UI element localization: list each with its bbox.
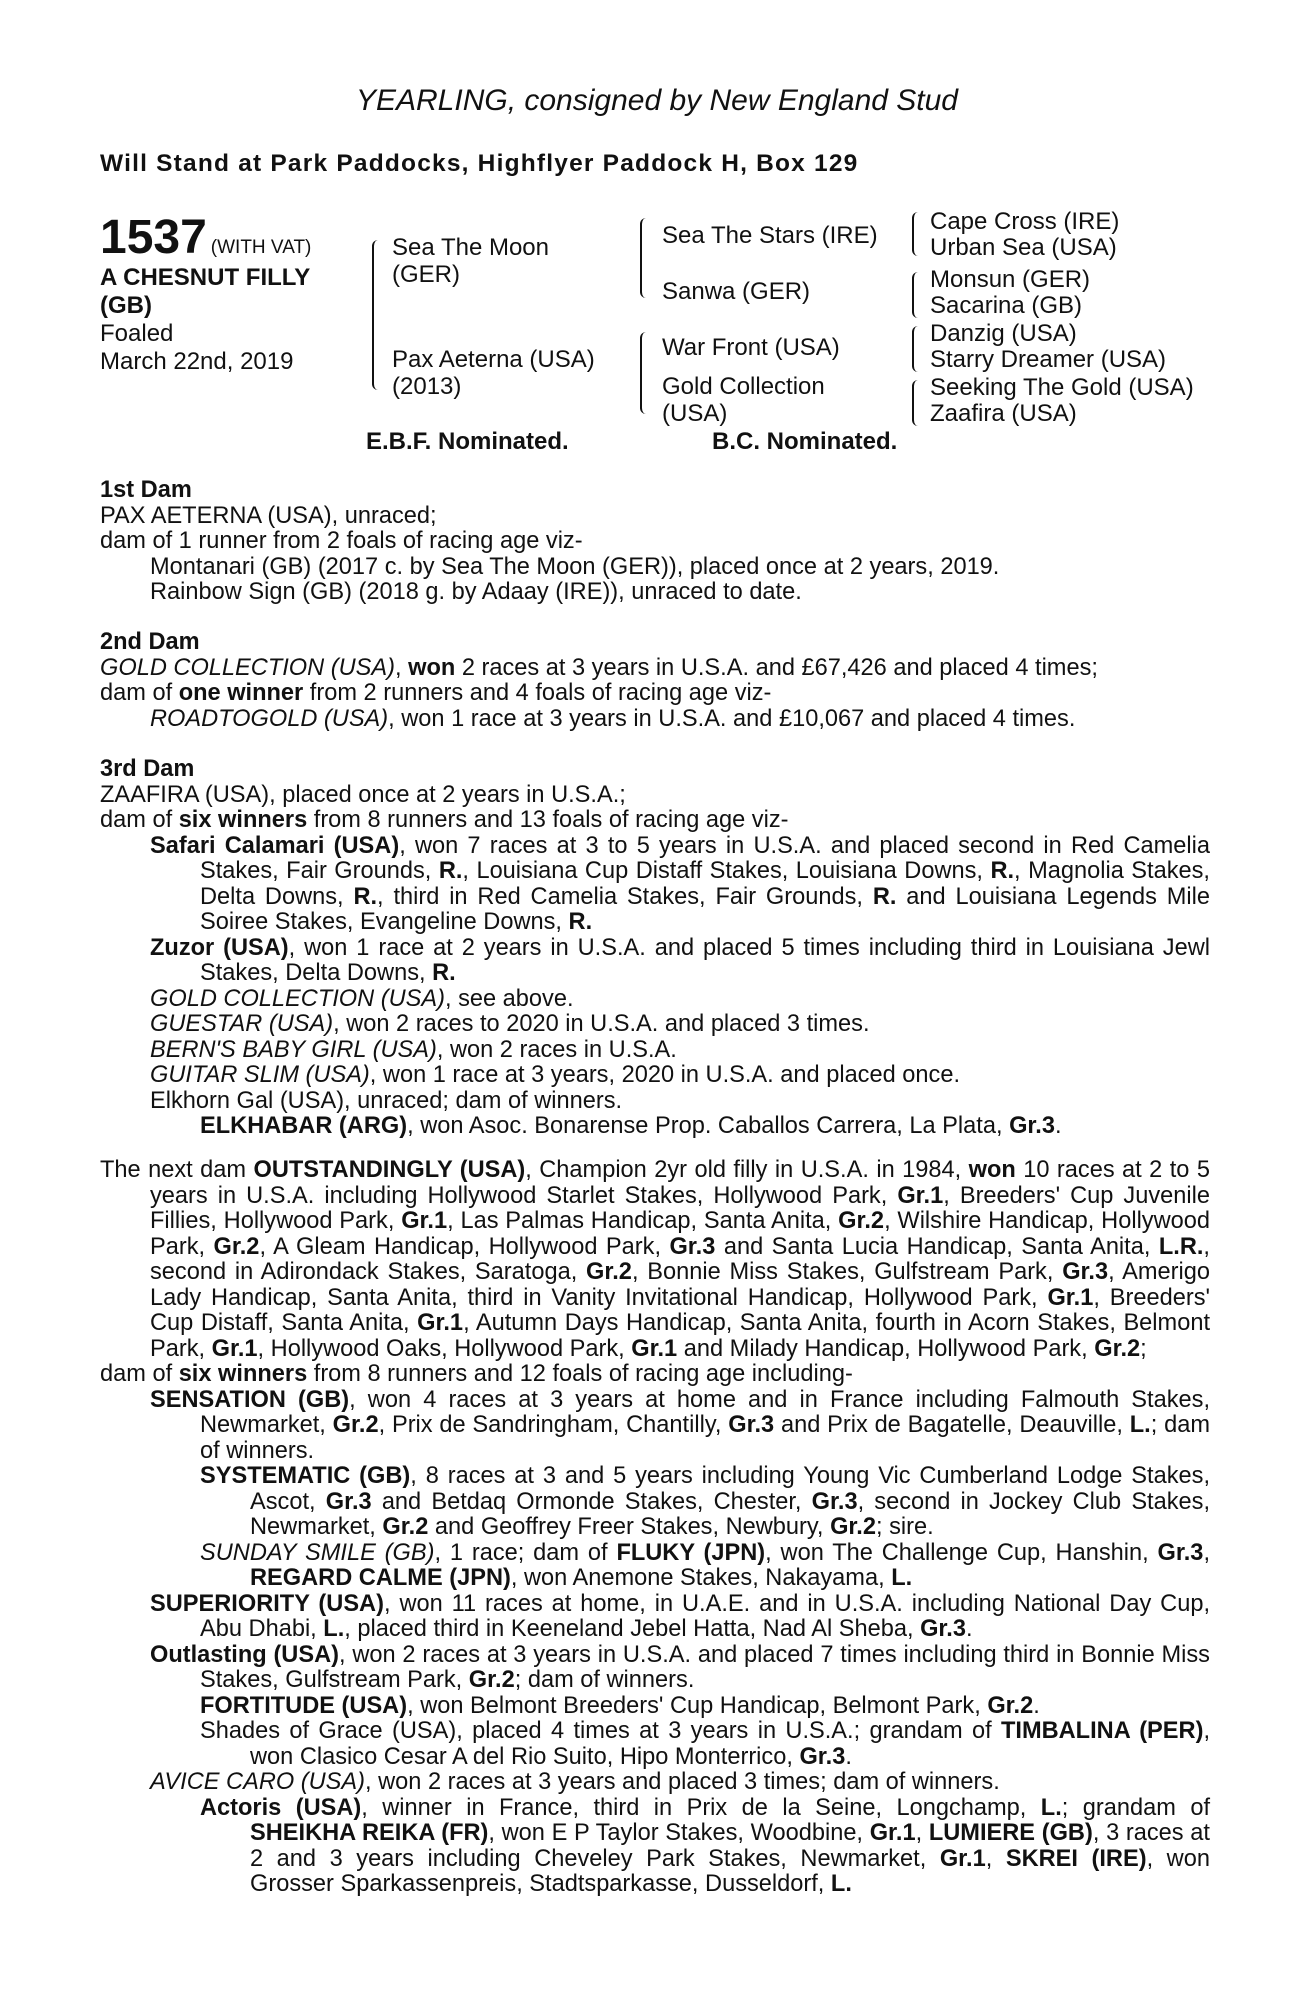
sire: Sea The Moon (GER) (392, 234, 549, 288)
pedigree-brace-ss (912, 212, 920, 256)
list-item: Actoris (USA), winner in France, third in Prix de la Seine, Longchamp, L.; grandam of SHEIKHA REIKA (FR), won E P Taylor Stakes, Woodbine, Gr.1, LUMIERE (GB), 3 races at 2 and 3 years including Cheveley Park Stakes, Newmarket, Gr.1, SKREI (IRE), won Grosser Sparkassenpreis, Stadtsparkasse, Dusseldorf, L. (200, 1794, 1210, 1897)
sire-sire: Sea The Stars (IRE) (662, 222, 878, 249)
ss-dam: Urban Sea (USA) (930, 234, 1117, 261)
list-item: SUNDAY SMILE (GB), 1 race; dam of FLUKY (JPN), won The Challenge Cup, Hanshin, Gr.3, REGARD CALME (JPN), won Anemone Stakes, Nakayama, L. (200, 1539, 1210, 1591)
second-dam-line: GOLD COLLECTION (USA), won 2 races at 3 years in U.S.A. and £67,426 and placed 4 times; (100, 654, 1098, 681)
bc-nominated: B.C. Nominated. (712, 428, 898, 455)
lot-name: A CHESNUT FILLY (100, 264, 311, 291)
next-dam-paragraph: The next dam OUTSTANDINGLY (USA), Champion 2yr old filly in U.S.A. in 1984, won 10 races at 2 to 5 years in U.S.A. including Hollywood Starlet Stakes, Hollywood Park, Gr.1, Breeders' Cup Juvenile Fillies, Hollywood Park, Gr.1, Las Palmas Handicap, Santa Anita, Gr.2, Wilshire Handicap, Hollywood Park, Gr.2, A Gleam Handicap, Hollywood Park, Gr.3 and Santa Lucia Handicap, Santa Anita, L.R., second in Adirondack Stakes, Saratoga, Gr.2, Bonnie Miss Stakes, Gulfstream Park, Gr.3, Amerigo Lady Handicap, Santa Anita, third in Vanity Invitational Handicap, Hollywood Park, Gr.1, Breeders' Cup Distaff, Santa Anita, Gr.1, Autumn Days Handicap, Santa Anita, fourth in Acorn Stakes, Belmont Park, Gr.1, Hollywood Oaks, Hollywood Park, Gr.1 and Milady Handicap, Hollywood Park, Gr.2; (100, 1157, 1211, 1362)
list-item: BERN'S BABY GIRL (USA), won 2 races in U.S.A. (150, 1036, 677, 1063)
list-item: Safari Calamari (USA), won 7 races at 3 to 5 years in U.S.A. and placed second in Red Camelia Stakes, Fair Grounds, R., Louisiana Cup Distaff Stakes, Louisiana Downs, R., Magnolia Stakes, Delta Downs, R., third in Red Camelia Stakes, Fair Grounds, R. and Louisiana Legends Mile Soiree Stakes, Evangeline Downs, R. (150, 832, 1211, 935)
list-item: AVICE CARO (USA), won 2 races at 3 years and placed 3 times; dam of winners. (150, 1769, 1000, 1795)
sire-dam: Sanwa (GER) (662, 278, 811, 305)
lot-description (100, 264, 310, 376)
lot-number (100, 210, 311, 265)
first-dam-produce: Rainbow Sign (GB) (2018 g. by Adaay (IRE)), unraced to date. (150, 579, 802, 605)
dam: Pax Aeterna (USA) (2013) (392, 346, 595, 400)
pedigree-brace-ds (912, 326, 920, 372)
pedigree-brace-dam (640, 332, 650, 414)
list-item: SYSTEMATIC (GB), 8 races at 3 and 5 years including Young Vic Cumberland Lodge Stakes, Ascot, Gr.3 and Betdaq Ormonde Stakes, Chester, Gr.3, second in Jockey Club Stakes, Newmarket, Gr.2 and Geoffrey Freer Stakes, Newbury, Gr.2; sire. (200, 1463, 1211, 1540)
list-item: GUESTAR (USA), won 2 races to 2020 in U.S.A. and placed 3 times. (150, 1011, 870, 1037)
pedigree-brace-dd (912, 380, 920, 426)
first-dam-section (100, 478, 1210, 606)
dd-dam: Zaafira (USA) (930, 400, 1077, 427)
list-item: Zuzor (USA), won 1 race at 2 years in U.S.A. and placed 5 times including third in Louisiana Jewl Stakes, Delta Downs, R. (150, 934, 1210, 986)
pedigree-brace-sd (912, 272, 920, 318)
lot-name-country: (GB) (100, 292, 152, 319)
pedigree-brace-main (372, 240, 382, 390)
third-dam-heading: 3rd Dam (100, 756, 195, 782)
third-dam-line: ZAAFIRA (USA), placed once at 2 years in U.S.A.; (100, 781, 626, 808)
page-header: YEARLING, consigned by New England Stud (355, 84, 958, 117)
sd-dam: Sacarina (GB) (930, 292, 1083, 319)
third-dam-line: dam of six winners from 8 runners and 13 foals of racing age viz- (100, 807, 789, 833)
next-dam-line: dam of six winners from 8 runners and 12 foals of racing age including- (100, 1361, 853, 1387)
dam-sire: War Front (USA) (662, 334, 840, 361)
sd-sire: Monsun (GER) (930, 266, 1091, 293)
list-item: GUITAR SLIM (USA), won 1 race at 3 years, 2020 in U.S.A. and placed once. (150, 1062, 960, 1088)
list-item: SENSATION (GB), won 4 races at 3 years at home and in France including Falmouth Stakes, Newmarket, Gr.2, Prix de Sandringham, Chantilly, Gr.3 and Prix de Bagatelle, Deauville, L.; dam of winners. (150, 1386, 1210, 1464)
ds-sire: Danzig (USA) (930, 320, 1077, 347)
second-dam-section (100, 630, 1210, 732)
list-item: FORTITUDE (USA), won Belmont Breeders' Cup Handicap, Belmont Park, Gr.2. (200, 1692, 1040, 1719)
ds-dam: Starry Dreamer (USA) (930, 346, 1167, 373)
first-dam-produce: Montanari (GB) (2017 c. by Sea The Moon (GER)), placed once at 2 years, 2019. (150, 553, 1000, 580)
first-dam-line: dam of 1 runner from 2 foals of racing age viz- (100, 528, 583, 554)
second-dam-heading: 2nd Dam (100, 629, 200, 655)
next-dam-section (100, 1158, 1210, 1898)
dd-sire: Seeking The Gold (USA) (930, 374, 1194, 401)
foaled-label: Foaled (100, 320, 174, 347)
first-dam-line: PAX AETERNA (USA), unraced; (100, 502, 437, 529)
list-item: Shades of Grace (USA), placed 4 times at 3 years in U.S.A.; grandam of TIMBALINA (PER), won Clasico Cesar A del Rio Suito, Hipo Monterrico, Gr.3. (200, 1718, 1210, 1770)
lot-number-value: 1537 (100, 211, 207, 264)
dam-dam: Gold Collection (USA) (662, 373, 825, 427)
pedigree-brace-sire (640, 218, 650, 298)
list-item: GOLD COLLECTION (USA), see above. (150, 985, 574, 1012)
ebf-nominated: E.B.F. Nominated. (366, 428, 569, 455)
list-item: Outlasting (USA), won 2 races at 3 years in U.S.A. and placed 7 times including third in Bonnie Miss Stakes, Gulfstream Park, Gr.2; dam of winners. (150, 1641, 1210, 1693)
second-dam-produce: ROADTOGOLD (USA), won 1 race at 3 years in U.S.A. and £10,067 and placed 4 times. (150, 705, 1076, 732)
foaled-date: March 22nd, 2019 (100, 348, 294, 375)
list-item: Elkhorn Gal (USA), unraced; dam of winners. (150, 1087, 623, 1114)
first-dam-heading: 1st Dam (100, 477, 192, 503)
list-item: ELKHABAR (ARG), won Asoc. Bonarense Prop. Caballos Carrera, La Plata, Gr.3. (200, 1113, 1062, 1139)
second-dam-line: dam of one winner from 2 runners and 4 foals of racing age viz- (100, 680, 772, 706)
vat-note: (WITH VAT) (210, 237, 312, 258)
stand-location: Will Stand at Park Paddocks, Highflyer Paddock H, Box 129 (100, 150, 859, 177)
third-dam-section (100, 757, 1210, 1140)
list-item: SUPERIORITY (USA), won 11 races at home, in U.A.E. and in U.S.A. including National Day Cup, Abu Dhabi, L., placed third in Keeneland Jebel Hatta, Nad Al Sheba, Gr.3. (150, 1590, 1210, 1642)
ss-sire: Cape Cross (IRE) (930, 208, 1120, 235)
